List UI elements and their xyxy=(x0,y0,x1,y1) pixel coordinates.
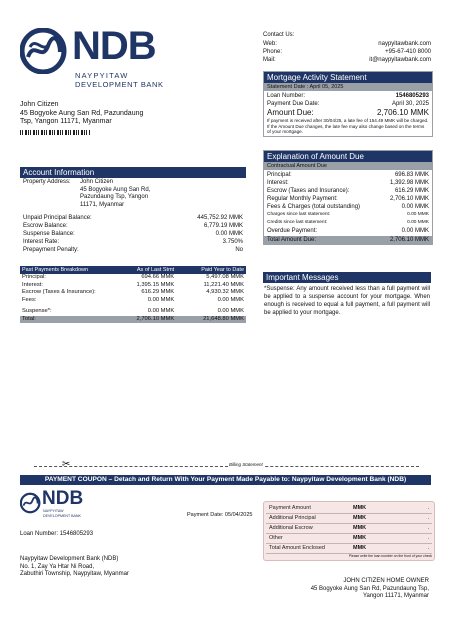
account-row-value: 0.00 MMK xyxy=(215,231,243,237)
bank-name: Naypyitaw Development Bank (NDB) xyxy=(20,556,119,562)
past-total-last: 2,706.10 MMK xyxy=(136,315,175,322)
account-row-value: 3.750% xyxy=(222,239,243,245)
past-payments xyxy=(20,266,246,323)
loan-number: 1546805293 xyxy=(395,93,429,99)
cut-line xyxy=(34,466,419,467)
past-total-ytd: 21,648.80 MMK xyxy=(203,315,244,322)
important-messages xyxy=(263,272,431,319)
table-row xyxy=(20,282,246,290)
past-row-ytd: 0.00 MMK xyxy=(217,296,244,303)
phone-number[interactable]: +95-67-410 8000 xyxy=(385,49,431,55)
coupon-row-label: Additional Escrow xyxy=(266,524,350,534)
explanation-value: 696.83 MMK xyxy=(394,172,429,178)
table-row xyxy=(20,297,246,305)
coupon-row-label: Other xyxy=(266,534,350,544)
explanation-box xyxy=(263,150,433,245)
coupon-amount-table xyxy=(263,501,435,561)
coupon-row-label: Total Amount Enclosed xyxy=(266,544,350,554)
past-row-last: 1,395.15 MMK xyxy=(136,281,175,288)
owner-address-2: Yangon 11171, Myanmar xyxy=(362,593,429,599)
property-line-2: 45 Bogyoke Aung San Rd, xyxy=(80,186,151,193)
explanation-label: Overdue Payment: xyxy=(267,228,318,234)
bank-address xyxy=(20,556,129,579)
coupon-row-label: Additional Principal xyxy=(266,514,350,524)
past-row-last: 616.29 MMK xyxy=(141,289,175,295)
account-row-label: Prepayment Penalty: xyxy=(23,247,79,253)
coupon-logo xyxy=(20,490,110,522)
web-link[interactable]: naypyitawbank.com xyxy=(378,41,431,47)
property-line-4: 11171, Myanmar xyxy=(80,201,125,208)
coupon-row-currency: MMK xyxy=(350,544,386,554)
bank-address-1: No. 1, Zay Ya Htar Ni Road, xyxy=(20,563,95,570)
account-info xyxy=(20,167,246,254)
account-row-label: Escrow Balance: xyxy=(23,223,68,229)
coupon-brand-line-2: DEVELOPMENT BANK xyxy=(43,513,81,518)
past-row-label: Fees: xyxy=(22,296,37,303)
statement-title: Mortgage Activity Statement xyxy=(264,72,432,83)
account-row-label: Unpaid Principal Balance: xyxy=(23,215,92,221)
explanation-label: Principal: xyxy=(267,172,292,178)
past-row-ytd: 0.00 MMK xyxy=(217,308,244,314)
explanation-value: 0.00 MMK xyxy=(407,212,429,217)
property-label: Property Address: xyxy=(23,179,71,185)
payment-amount-field[interactable]: . xyxy=(386,504,432,514)
past-row-label: Principal: xyxy=(22,274,46,280)
coupon-payment-date xyxy=(187,512,252,518)
brand-line-2: DEVELOPMENT BANK xyxy=(75,80,164,89)
property-line-3: Pazundaung Tsp, Yangon xyxy=(80,194,149,200)
customer-address-2: Tsp, Yangon 11171, Myanmar xyxy=(20,118,112,125)
past-row-last: 0.00 MMK xyxy=(147,296,175,303)
coupon-row-currency: MMK xyxy=(350,514,386,524)
explanation-label: Credits since last statement: xyxy=(267,220,328,225)
table-row xyxy=(20,304,246,316)
coupon-loan xyxy=(20,531,93,537)
due-date: April 30, 2025 xyxy=(391,101,429,107)
due-date-label: Payment Due Date: xyxy=(267,101,320,107)
past-row-ytd: 5,497.08 MMK xyxy=(206,274,244,280)
statement-date: Statement Date : April 05, 2025 xyxy=(264,83,432,91)
explanation-value: 0.00 MMK xyxy=(401,228,429,234)
past-total-label: Total: xyxy=(22,315,36,322)
explanation-subtitle: Contractual Amount Due xyxy=(264,162,432,170)
bank-address-2: Zabuthiri Township, Naypyitaw, Myanmar xyxy=(20,571,129,577)
additional-escrow-field[interactable]: . xyxy=(386,524,432,534)
bank-emblem-icon xyxy=(20,492,42,514)
past-row-label: Interest: xyxy=(22,281,43,288)
amount-due-label: Amount Due: xyxy=(267,108,314,117)
mail-label: Mail: xyxy=(263,57,276,63)
past-header-2: As of Last Stmt xyxy=(114,266,176,274)
messages-title: Important Messages xyxy=(263,272,431,283)
explanation-value: 2,706.10 MMK xyxy=(389,196,429,202)
late-fee-note: If payment is received after 30/04/25, a late fee of 154.49 MMK will be charged. If the Amount Due changes, the late fee may also change based on the terms of your mortgage. xyxy=(267,118,429,134)
account-row-value: 445,752.92 MMK xyxy=(197,215,243,221)
explanation-label: Interest: xyxy=(267,180,289,186)
customer-address-1: 45 Bogyoke Aung San Rd, Pazundaung xyxy=(20,109,144,117)
other-amount-field[interactable]: . xyxy=(386,534,432,544)
owner-address-1: 45 Bogyoke Aung San Rd, Pazundaung Tsp, xyxy=(310,585,429,592)
customer-address xyxy=(20,101,143,135)
past-row-last: 0.00 MMK xyxy=(147,308,175,314)
coupon-loan-label: Loan Number: xyxy=(20,531,59,537)
table-row xyxy=(20,274,246,282)
brand-name: NDB xyxy=(72,24,156,68)
coupon-row-currency: MMK xyxy=(350,504,386,514)
coupon-banner: PAYMENT COUPON – Detach and Return With Your Payment Made Payable to: Naypyitaw Development Bank (NDB) xyxy=(20,475,431,485)
brand-line-1: NAYPYITAW xyxy=(75,71,129,80)
explanation-label: Fees & Charges (total outstanding) xyxy=(267,204,361,210)
contact-title: Contact Us: xyxy=(263,32,295,38)
explanation-value: 616.29 MMK xyxy=(394,188,429,194)
total-enclosed-field[interactable]: . xyxy=(386,544,432,554)
past-header-3: Paid Year to Date xyxy=(176,266,246,274)
owner-address xyxy=(263,578,429,601)
total-due: 2,706.10 MMK xyxy=(389,237,429,243)
mail-barcode xyxy=(20,130,90,135)
scissors-icon: ✂ xyxy=(62,459,71,470)
table-row xyxy=(20,289,246,297)
owner-name: JOHN CITIZEN HOME OWNER xyxy=(343,578,429,584)
bank-emblem-icon xyxy=(20,28,70,74)
account-row-value: 6,779.19 MMK xyxy=(203,223,243,229)
coupon-note: Please write the loan number on the front of your check xyxy=(348,554,432,558)
account-title: Account Information xyxy=(20,167,246,178)
amount-due: 2,706.10 MMK xyxy=(376,108,429,117)
past-row-label: Suspense*: xyxy=(22,308,52,314)
contact-block xyxy=(263,31,431,64)
explanation-value: 0.00 MMK xyxy=(401,204,429,210)
past-row-last: 694.66 MMK xyxy=(141,274,175,280)
bank-logo xyxy=(20,24,180,94)
coupon-row-currency: MMK xyxy=(350,534,386,544)
loan-label: Loan Number: xyxy=(267,93,306,99)
past-row-ytd: 4,930.32 MMK xyxy=(206,289,244,295)
messages-text: *Suspense: Any amount received less than a full payment will be applied to a suspense account for your mortgage. When enough is received to equal a full payment, a full payment will be applied to your mortgage. xyxy=(264,286,430,316)
explanation-value: 0.00 MMK xyxy=(407,220,429,225)
explanation-label: Charges since last statement: xyxy=(267,212,331,217)
payment-date-label: Payment Date: xyxy=(187,512,224,518)
account-row-label: Suspense Balance: xyxy=(23,231,75,237)
cut-label: Billing Statement xyxy=(229,462,263,467)
explanation-label: Escrow (Taxes and Insurance): xyxy=(267,188,350,194)
customer-name: John Citizen xyxy=(20,101,59,108)
account-rows xyxy=(20,210,246,254)
coupon-loan-number: 1546805293 xyxy=(59,531,94,537)
additional-principal-field[interactable]: . xyxy=(386,514,432,524)
past-row-label: Escrow (Taxes & Insurance): xyxy=(22,289,96,295)
past-row-ytd: 11,221.40 MMK xyxy=(203,281,244,288)
account-row-value: No xyxy=(235,247,243,253)
explanation-title: Explanation of Amount Due xyxy=(264,151,432,162)
statement-box xyxy=(263,71,433,137)
coupon-row-currency: MMK xyxy=(350,524,386,534)
mail-link[interactable]: it@naypyitawbank.com xyxy=(369,57,431,63)
phone-label: Phone: xyxy=(263,49,283,55)
account-row-label: Interest Rate: xyxy=(23,239,60,245)
web-label: Web: xyxy=(263,41,277,47)
past-header-1: Past Payments Breakdown xyxy=(20,266,114,274)
explanation-label: Regular Monthly Payment: xyxy=(267,196,338,202)
payment-date: 05/04/2025 xyxy=(224,512,253,518)
coupon-brand-name: NDB xyxy=(42,488,84,509)
explanation-value: 1,392.98 MMK xyxy=(389,180,429,186)
coupon-brand-line-1: NAYPYITAW xyxy=(43,509,64,513)
coupon-row-label: Payment Amount xyxy=(266,504,350,514)
total-row xyxy=(20,316,246,324)
total-due-label: Total Amount Due: xyxy=(267,237,317,243)
property-line-1: John Citizen xyxy=(80,179,114,185)
